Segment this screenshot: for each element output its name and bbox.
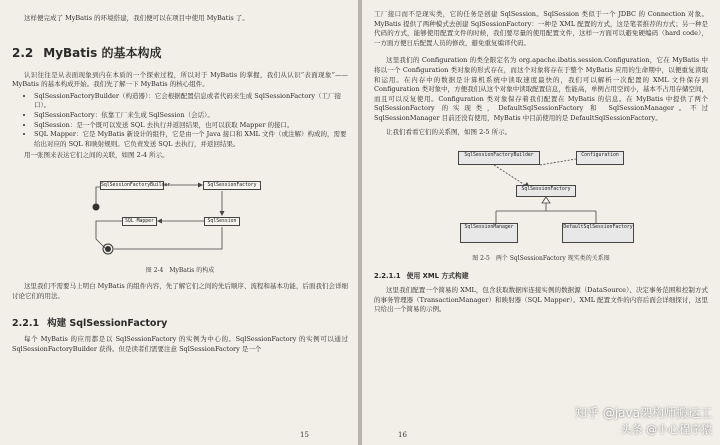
paragraph: 这里我们的 Configuration 的类全限定名为 org.apache.ibatis.session.Configuration，它在 MyBatis 中将以一个 Configuration 类对象的形式存在，而这个对象将存在于整个 MyBatis 应用的生命期中，以便重复读取和运用。在内存中的数据是计算机系统中读取速度最快的，我们可以解析一次配置的 XML 文件保存到 Configuration 类对象中，方便我们从这个对象中读取配置信息，性能高，单例占用空间小，基本不占用存储空间，而且可以反复使用。Configuration 类对象保存着我们配置在 MyBatis 的信息。在 MyBatis 中提供了两个 SqlSessionFactory 的实现类，DefaultSqlSessionFactory 和 SqlSessionManager。不过 SqlSessionManager 目前还没有使用，MyBatis 中目前使用的是 DefaultSqlSessionFactory。 [374, 56, 708, 122]
subsubsection-number: 2.2.1.1 [374, 272, 401, 281]
default-factory-class: DefaultSqlSessionFactory [562, 223, 634, 243]
left-page [0, 0, 358, 445]
sql-mapper-node: SQL Mapper [122, 217, 157, 226]
mybatis-components-diagram [92, 171, 292, 261]
section-title: MyBatis 的基本构成 [43, 45, 162, 60]
section-number: 2.2 [12, 45, 34, 60]
configuration-class: Configuration [576, 151, 624, 165]
paragraph: 工厂接口而不是现实类，它的任务是创建 SqlSession。SqlSession 类似于一个 JDBC 的 Connection 对象。MyBatis 提供了两种模式去创建 SqlSessionFactory：一种是 XML 配置的方式，这是笔者推荐的方式；另一种是代码的方式，能够使用配置文件的时候，我们要尽量的使用配置文件，这样一方面可以避免硬编码（hard code），一方面方便日后配置人员的修改，避免重复编译代码。 [374, 10, 708, 47]
toutiao-watermark: 头条 @小心程序猿 [620, 423, 712, 436]
figure-caption: 图 2-5 两个 SqlSessionFactory 现实类的关系图 [472, 255, 610, 263]
paragraph: 认识往往是从表面现象到内在本质的一个探索过程，所以对于 MyBatis 的掌握，我们从认识“表面现象”——MyBatis 的基本构成开始。我们先了解一下 MyBatis 的核心组件。 [12, 70, 348, 89]
list-item: • SQL Mapper：它是 MyBatis 新设计的组件，它是由一个 Java 接口和 XML 文件（或注解）构成的，需要给出对应的 SQL 和映射规则。它负责发送 SQL 去执行，并返回结果。 [34, 130, 348, 149]
subsubsection-title: 使用 XML 方式构建 [406, 272, 469, 281]
zhihu-watermark: 知乎 @java架构师搬运工 [575, 406, 712, 420]
page-number: 15 [300, 431, 309, 439]
builder-class: SqlSessionFactoryBuilder [458, 151, 540, 165]
subsubsection-heading [374, 270, 708, 280]
subsection-number: 2.2.1 [12, 318, 40, 330]
paragraph: 这里我们不需要马上明白 MyBatis 的组件内容，先了解它们之间的先后顺序、流程和基本功能，后面我们会详细讨论它们的用法。 [12, 281, 348, 300]
paragraph: 每个 MyBatis 的应用都是以 SqlSessionFactory 的实例为中心的。SqlSessionFactory 的实例可以通过 SqlSessionFactoryBuilder 获得。但是读者们需要注意 SqlSessionFactory 是一个 [12, 335, 348, 353]
figure-caption: 图 2-4 MyBatis 的构成 [145, 266, 215, 274]
list-item: • SqlSession：是一个既可以发送 SQL 去执行并返回结果，也可以获取 Mapper 的接口。 [34, 121, 348, 131]
list-item: • SqlSessionFactoryBuilder（构造器）：它会根据配置信息或者代码来生成 SqlSessionFactory（工厂接口）。 [34, 92, 348, 111]
paragraph: 这里我们配置一个简易的 XML，包含获取数据库连接实例的数据源（DataSource）、决定事务范围和控制方式的事务管理器（TransactionManager）和映射器（SQL Mapper）。XML 配置文件的内容后面会详细探讨，这里只给出一个简易的示例。 [374, 286, 708, 314]
builder-node: SqlSessionFactoryBuilder [101, 182, 171, 188]
figure-intro: 用一张图来表达它们之间的关联，如图 2-4 所示。 [24, 151, 169, 160]
factory-node: SqlSessionFactory [203, 181, 261, 190]
list-item: • SqlSessionFactory：依靠工厂来生成 SqlSession（会话）。 [34, 111, 348, 121]
manager-class: SqlSessionManager [460, 223, 518, 243]
component-list [12, 92, 348, 150]
sqlsessionfactory-class-diagram [456, 145, 636, 249]
page-number: 16 [398, 431, 407, 439]
right-page [362, 0, 720, 445]
intro-line: 这样便完成了 MyBatis 的环境搭建，我们便可以在项目中使用 MyBatis 了。 [24, 14, 249, 22]
subsection-title: 构建 SqlSessionFactory [47, 318, 168, 330]
section-heading [12, 44, 348, 61]
factory-interface: SqlSessionFactory [516, 185, 576, 197]
figure-intro: 让我们看看它们的关系图，如图 2-5 所示。 [386, 127, 512, 136]
subsection-heading [12, 315, 348, 329]
session-node: SqlSession [204, 217, 240, 226]
